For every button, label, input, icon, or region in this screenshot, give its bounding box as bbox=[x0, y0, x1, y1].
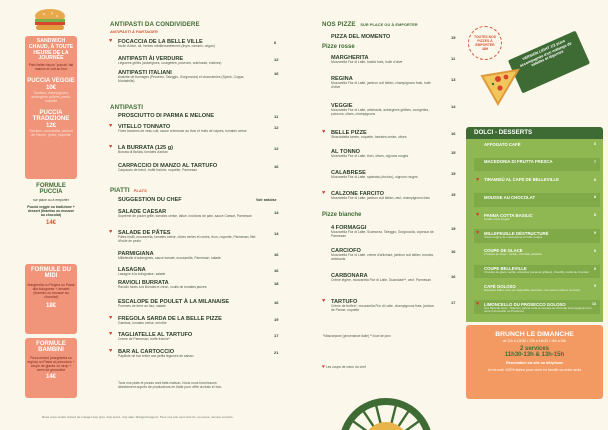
menu-item-desc: Stracciatella fumée, roquette, tomates cerise, olives bbox=[331, 135, 407, 139]
menu-item-desc: Mozzarella Fior di Latte, artichauts, aubergines grillées, courgettes, poivrons, olives, champignons bbox=[331, 108, 430, 116]
chef-legend bbox=[322, 364, 366, 370]
menu-item-name: SUGGESTION DU CHEF bbox=[118, 197, 182, 203]
dolci-item-name: CAFÉ GOLOSO bbox=[484, 283, 516, 289]
menu-item-desc: Légumes grillés (aubergines, courgettes, poivrons, artichauts, endives) bbox=[118, 61, 222, 65]
heart-icon: ♥ bbox=[322, 190, 326, 196]
formule-midi-title: FORMULE DU MIDI bbox=[31, 267, 71, 280]
dolci-item-price: 8 bbox=[594, 195, 596, 200]
menu-item-price: 16 bbox=[274, 300, 279, 305]
chef-note: Voir ardoise bbox=[256, 198, 277, 202]
heart-icon: ♥ bbox=[322, 129, 326, 135]
pizze-subtitle: SUR PLACE OU À EMPORTER bbox=[360, 23, 418, 27]
menu-item-desc: Crème de truffes*, mozzarella Fior di Latte, champignons frais, jambon de Parme, roquette bbox=[331, 304, 435, 312]
menu-item bbox=[109, 348, 279, 359]
menu-item-name: ANTIPASTI ÀI VERDURE bbox=[118, 56, 184, 62]
menu-item-desc: Fines tranches de veau cuit, sauce crémeuse au thon et fruits de câpres, tomates cerise bbox=[118, 129, 247, 133]
menu-item-desc: Pâtes fusilli, mozzarella, tomates cerise, olives vertes et noires, thon, roquette, Parmesan, filet d'huile de pesto bbox=[118, 235, 256, 243]
menu-item-name: BAR AL CARTOCCIO bbox=[118, 349, 175, 355]
formule-midi-box bbox=[25, 264, 77, 334]
dolci-item bbox=[474, 300, 600, 314]
menu-item bbox=[109, 123, 279, 134]
dolci-item bbox=[474, 140, 600, 154]
heart-icon: ♥ bbox=[476, 212, 480, 219]
menu-item-price: 16 bbox=[274, 164, 279, 169]
menu-item bbox=[109, 144, 279, 155]
formule-puccia-desc: sur place ou à emporter bbox=[33, 197, 69, 202]
menu-item-price: 15 bbox=[451, 150, 456, 155]
brunch-box bbox=[466, 325, 603, 399]
pizze-title-text: NOS PIZZE bbox=[322, 21, 356, 28]
dolci-item-name: MOUSSE AU CHOCOLAT bbox=[484, 194, 536, 200]
heart-icon: ♥ bbox=[109, 348, 113, 354]
menu-item bbox=[331, 149, 456, 159]
dolci-item-name: MILLEFEUILLE DÉSTRUCTURÉ bbox=[484, 230, 549, 236]
menu-item-price: 16 bbox=[274, 71, 279, 76]
menu-item-price: 15 bbox=[451, 226, 456, 231]
chef-legend-heart-icon: ♥ bbox=[322, 364, 325, 370]
menu-item-price: 12 bbox=[274, 146, 279, 151]
brunch-services: 2 services bbox=[519, 346, 550, 352]
dolci-item-name: COUPE BELLEVILLE bbox=[484, 266, 527, 272]
menu-item bbox=[118, 299, 279, 309]
menu-item-desc: Crème légère, mozzarella Fior di Latte, Guanciale**, œuf, Parmesan bbox=[331, 278, 431, 282]
brunch-times: 11h30-13h & 13h-15h bbox=[504, 352, 565, 358]
dolci-item-price: 8 bbox=[594, 177, 596, 182]
menu-item bbox=[118, 70, 279, 84]
menu-item-price: 12 bbox=[274, 125, 279, 130]
menu-item-name: TAGLIATELLE AL TARTUFO bbox=[118, 332, 193, 338]
pizze-title bbox=[322, 21, 418, 28]
menu-item bbox=[118, 209, 279, 219]
formule-bambini-desc: Pizza enfant (margherita ou regina) ou Pasta al pomodoro + coupe de glaces ou sirop + verre de grenadine bbox=[27, 355, 75, 372]
heart-icon: ♥ bbox=[109, 315, 113, 321]
menu-item-price: 19 bbox=[274, 317, 279, 322]
formule-midi-desc: Margherita ou Regina ou Pasta alla bolognese + dessert (tiramisu ou mousse au chocolat) bbox=[27, 282, 75, 299]
menu-item-name: FOCACCIA DE LA BELLE VILLE bbox=[118, 39, 203, 45]
puccia-trad-title: PUCCIA TRADIZIONE 12€ bbox=[32, 110, 70, 129]
menu-item-name: TARTUFO bbox=[331, 299, 358, 305]
menu-item-name: SALADE DE PÂTES bbox=[118, 230, 171, 236]
sun-decoration bbox=[338, 397, 434, 430]
pizza-month-price: 15 bbox=[451, 35, 456, 40]
antipasti-title: ANTIPASTI bbox=[110, 104, 144, 111]
pizze-footnotes: *Mascarpone (provenance Italie) **Joue de porc bbox=[323, 334, 391, 338]
menu-item-desc: Nude d'olive, ail, herbes méditerranéennes (thym, romarin, origan) bbox=[118, 44, 215, 48]
heart-icon: ♥ bbox=[109, 144, 113, 150]
piatti-title bbox=[110, 187, 147, 194]
formule-bambini-box bbox=[25, 338, 77, 398]
heart-icon: ♥ bbox=[476, 230, 480, 236]
menu-item-desc: Carpaccio de bœuf, truffe fraîche, roquette, Parmesan bbox=[118, 168, 198, 172]
pizze-rosse-title: Pizze rosse bbox=[322, 44, 355, 50]
dolci-item bbox=[474, 193, 600, 207]
menu-item bbox=[118, 163, 279, 173]
menu-item-name: FREGOLA SARDA DE LA BELLE PIZZE bbox=[118, 316, 222, 322]
menu-item-price: 14 bbox=[451, 104, 456, 109]
menu-item-name: AL TONNO bbox=[331, 149, 361, 155]
menu-item-price: 12 bbox=[274, 57, 279, 62]
menu-item-name: MARGHERITA bbox=[331, 55, 369, 61]
formule-bambini-title: FORMULE BAMBINI bbox=[36, 341, 66, 354]
menu-item-price: 13 bbox=[451, 77, 456, 82]
menu-item-name: BELLE PIZZE bbox=[331, 130, 367, 136]
menu-item-name: CARCIOFO bbox=[331, 248, 361, 254]
legal-footer: Nous vous sentiti. Avisez de manger trop gros, trop sucré, trop salé. Mangerbouger.fr. Tous nos prix sont nets ttc, en euros, service compris. bbox=[42, 415, 234, 419]
menu-item bbox=[109, 315, 279, 326]
dolci-item bbox=[474, 247, 600, 261]
menu-item-price: 11 bbox=[451, 56, 456, 61]
menu-item-desc: Suprême de poulet grillé, tomates cerise, laitue, croûtons de pain, sauce Caesar, Parmesan bbox=[118, 214, 252, 218]
piatti-subtitle: PLATS bbox=[133, 188, 147, 193]
menu-item-price: 18 bbox=[274, 281, 279, 286]
menu-item bbox=[118, 251, 279, 261]
menu-item-desc: Mozzarella Fior di Latte, Scamorza, Taleggio, Gorgonzola, copeaux de Parmesan bbox=[331, 230, 434, 238]
menu-item-desc: Mozzarella Fior di Latte, basilic frais, huile d'olive bbox=[331, 60, 403, 64]
menu-item-name: PARMIGIANA bbox=[118, 251, 154, 257]
menu-item-price: 16 bbox=[451, 249, 456, 254]
heart-icon: ♥ bbox=[476, 301, 480, 308]
hero-title: SANDWICH CHAUD, À TOUTE HEURE DE LA JOURNÉE bbox=[28, 38, 74, 62]
hero-desc: Pain italien façon "puccia" fait maison et cuit au four bbox=[28, 63, 74, 72]
menu-item bbox=[331, 170, 456, 180]
brunch-promo: Un brunch 100% italien pour venir en famille ou entre amis bbox=[487, 368, 582, 372]
menu-item-desc: Assiette de fromages (Pecorino, Taleggio, Gorgonzola) et charcuteries (Speck, Coppa, Mortadella) bbox=[118, 75, 245, 83]
menu-item-name: SALADE CAESAR bbox=[118, 209, 167, 215]
menu-item-name: CARPACCIO DI MANZO AL TARTUFO bbox=[118, 163, 218, 169]
menu-item bbox=[322, 129, 456, 140]
antipasti-condividere-subtitle: ANTIPASTI À PARTAGER bbox=[110, 29, 158, 34]
formule-bambini-price: 14€ bbox=[45, 373, 56, 380]
menu-item-desc: Millefeuille d'aubergines, sauce tomate, mozzarella, Parmesan, salade bbox=[118, 256, 221, 260]
menu-item-name: RAVIOLI BURRATA bbox=[118, 280, 169, 286]
formule-puccia-price: 14€ bbox=[45, 219, 56, 226]
menu-item bbox=[331, 273, 456, 283]
dolci-item-desc: Nos Moscati doux - Tiramisu, panna cotta et mousse au chocolat accompagnés d'un verre (Limoncello ou Prosecco) bbox=[484, 305, 592, 313]
brunch-hours: de 11h à 12h30 • 13h à 14h30 • 15h à 16h bbox=[502, 339, 567, 343]
menu-item-name: CALABRESE bbox=[331, 170, 366, 176]
menu-item-desc: Mozzarella Fior di Latte, spianata (chorizo), oignons rouges bbox=[331, 175, 418, 179]
version-light-text: VERSION LIGHT 1/2 pizza accompagnée d'un mélange de salades et légumes bbox=[519, 38, 573, 68]
heart-icon: ♥ bbox=[322, 298, 326, 304]
dolci-item-price: 13 bbox=[592, 302, 596, 307]
brunch-reserve: Réservation via site ou téléphone bbox=[505, 361, 564, 365]
menu-item bbox=[331, 55, 456, 65]
dolci-item-name: PANNA COTTA BASILIC bbox=[484, 212, 533, 218]
menu-item bbox=[331, 76, 456, 90]
menu-item-price: 17 bbox=[451, 300, 456, 305]
menu-item-price: 16 bbox=[274, 252, 279, 257]
menu-item-price: 11 bbox=[274, 114, 279, 119]
menu-item-desc: Pommes de terre au four, salade bbox=[118, 304, 166, 308]
menu-item-desc: Crème de Parmesan, truffe fraîche* bbox=[118, 337, 170, 341]
dolci-item-name: LIMONCELLO DU PROSECCO GOLOSO bbox=[484, 301, 566, 307]
menu-item-name: LA BURRATA (125 g) bbox=[118, 145, 174, 151]
takeaway-stamp bbox=[468, 26, 502, 60]
menu-item bbox=[118, 280, 279, 290]
chef-legend-text: Les coups de cœur du chef bbox=[325, 365, 366, 369]
heart-icon: ♥ bbox=[109, 38, 113, 44]
dolci-item-name: COUPE DE GLACE bbox=[484, 248, 523, 254]
dolci-item bbox=[474, 282, 600, 296]
menu-item-price: 15 bbox=[451, 192, 456, 197]
heart-icon: ♥ bbox=[109, 123, 113, 129]
menu-item-name: PROSCIUTTO DI PARMA E MELONE bbox=[118, 113, 214, 119]
dolci-item-desc: 2 boules au choix : vanille, chocolat, pistache bbox=[484, 252, 542, 257]
menu-item-price: 6 bbox=[274, 40, 277, 45]
menu-item-price: 16 bbox=[451, 131, 456, 136]
menu-item-name: 4 FORMAGGI bbox=[331, 225, 367, 231]
dolci-item bbox=[474, 176, 600, 190]
dolci-item-name: TIRAMISÙ AL CAFÉ DE BELLEVILLE bbox=[484, 177, 559, 183]
puccia-veggie-title: PUCCIA VEGGIE 10€ bbox=[27, 78, 75, 91]
dolci-item bbox=[474, 158, 600, 172]
dolci-item-desc: 3 boules de glace vanille, amandes (caramel grillées), chantilly, coulis de chocolat bbox=[484, 270, 589, 275]
menu-item-name: ANTIPASTI ITALIANI bbox=[118, 70, 172, 76]
heart-icon: ♥ bbox=[109, 229, 113, 235]
piatti-title-text: PIATTI bbox=[110, 187, 130, 194]
menu-item-name: REGINA bbox=[331, 76, 353, 82]
menu-item-desc: Gambas, tomates cerise, menthe bbox=[118, 321, 167, 325]
heart-icon: ♥ bbox=[109, 331, 113, 337]
dolci-item-desc: Coulis, fruits rouges bbox=[484, 216, 510, 221]
heart-icon: ♥ bbox=[476, 176, 480, 183]
menu-item bbox=[322, 298, 456, 313]
dolci-item-price: 8 bbox=[594, 213, 596, 218]
dolci-title: DOLCI - DESSERTS bbox=[474, 129, 533, 136]
menu-item-name: ESCALOPE DE POULET À LA MILANAISE bbox=[118, 299, 230, 305]
dolci-item-price: 9 bbox=[594, 231, 596, 235]
menu-item-name: CARBONARA bbox=[331, 273, 368, 279]
dolci-item-name: MACEDONIA DI FRUTTA FRESCA bbox=[484, 159, 553, 165]
menu-item-price: 14 bbox=[274, 210, 279, 215]
menu-item-name: LASAGNA bbox=[118, 267, 146, 273]
dolci-item-price: 6 bbox=[594, 248, 596, 253]
formule-puccia-box bbox=[25, 180, 77, 258]
pizze-bianche-title: Pizze bianche bbox=[322, 212, 362, 218]
formule-midi-price: 18€ bbox=[45, 302, 56, 309]
menu-item bbox=[331, 248, 456, 262]
menu-item-price: 21 bbox=[274, 350, 279, 355]
menu-item-desc: Papillote de bar entier aux petits légumes de saison bbox=[118, 354, 194, 358]
menu-item bbox=[118, 113, 279, 119]
menu-item bbox=[118, 267, 279, 277]
menu-item bbox=[109, 229, 279, 244]
menu-item-price: 15 bbox=[451, 171, 456, 176]
menu-item bbox=[331, 225, 456, 239]
formule-puccia-body: Puccia veggie ou tradizione + dessert (tiramisu ou mousse au chocolat) bbox=[27, 204, 75, 217]
puccia-veggie-desc: Tomates, champignons, aubergines grillées, pesto, roquette bbox=[31, 91, 71, 103]
menu-item-price: 14 bbox=[274, 231, 279, 236]
menu-item bbox=[109, 38, 277, 49]
menu-item-desc: Mozzarella Fior di Latte, crème d'artichaut, jambon cuit italien, burrata, artichauts bbox=[331, 253, 434, 261]
dolci-item-price: 9 bbox=[594, 284, 596, 289]
dolci-item-price: 6 bbox=[594, 142, 596, 146]
menu-item-price: 16 bbox=[274, 268, 279, 273]
piatti-footer: Tous nos plats et pizzas sont faits maison. Nous nous fournissons directement auprès de producteurs en Italie pour offrir du frais et bon. bbox=[118, 381, 223, 390]
hero-puccia-box bbox=[25, 36, 77, 179]
menu-item-desc: Burrata di Bufala, tomates d'antan bbox=[118, 150, 168, 154]
dolci-item bbox=[474, 265, 600, 279]
dolci-item-desc: Expresso italien avec sa mignardise (tiramisu, mini panna cotta et mousse) bbox=[484, 287, 580, 292]
menu-item-desc: Lasagne à la bolognaise, salade bbox=[118, 272, 166, 276]
menu-item-desc: Mozzarella Fior di Latte, thon, olives, oignons rouges bbox=[331, 154, 409, 158]
menu-item-name: VEGGIE bbox=[331, 103, 353, 109]
pizza-slice-illustration bbox=[478, 66, 524, 106]
dolci-item-price: 7 bbox=[594, 159, 596, 164]
dolci-item-name: AFFOGATO CAFÉ bbox=[484, 141, 521, 147]
sandwich-illustration bbox=[32, 8, 68, 34]
menu-item-desc: Raviolo farcis à la Burrata et citron, coulis de tomates jaunes bbox=[118, 285, 207, 289]
menu-item-desc: Mozzarella Fior di Latte, jambon cuit italien, œuf, champignons frais bbox=[331, 196, 430, 200]
menu-item-name: VITELLO TONNATO bbox=[118, 124, 171, 130]
menu-item-desc: Mozzarella Fior di Latte, jambon cuit italien, champignons frais, huile d'olive bbox=[331, 81, 431, 89]
menu-item-price: 16 bbox=[451, 274, 456, 279]
menu-item bbox=[322, 190, 456, 201]
menu-item bbox=[331, 103, 456, 117]
dolci-item-desc: Crème légère de mascarpone et fruits rouges bbox=[484, 234, 543, 239]
menu-item-name: CALZONE FARCITO bbox=[331, 191, 385, 197]
formule-puccia-title: FORMULE PUCCIA bbox=[36, 183, 66, 196]
dolci-item bbox=[474, 229, 600, 243]
pizza-month bbox=[331, 34, 461, 40]
menu-item bbox=[109, 331, 279, 342]
antipasti-condividere-title: ANTIPASTI DA CONDIVIDERE bbox=[110, 21, 200, 28]
menu-item-price: 17 bbox=[274, 333, 279, 338]
dolci-item-price: 9 bbox=[594, 266, 596, 271]
puccia-trad-desc: Tomates, mozzarella, jambon de Parme, pesto, roquette bbox=[28, 129, 74, 138]
dolci-item bbox=[474, 211, 600, 225]
takeaway-stamp-text: TOUTES NOS PIZZES À EMPORTER 48H bbox=[474, 35, 496, 51]
menu-item bbox=[118, 197, 258, 203]
brunch-title: BRUNCH LE DIMANCHE bbox=[495, 331, 574, 338]
pizza-month-name: PIZZA DEL MOMENTO bbox=[331, 34, 391, 40]
menu-item bbox=[118, 56, 279, 66]
